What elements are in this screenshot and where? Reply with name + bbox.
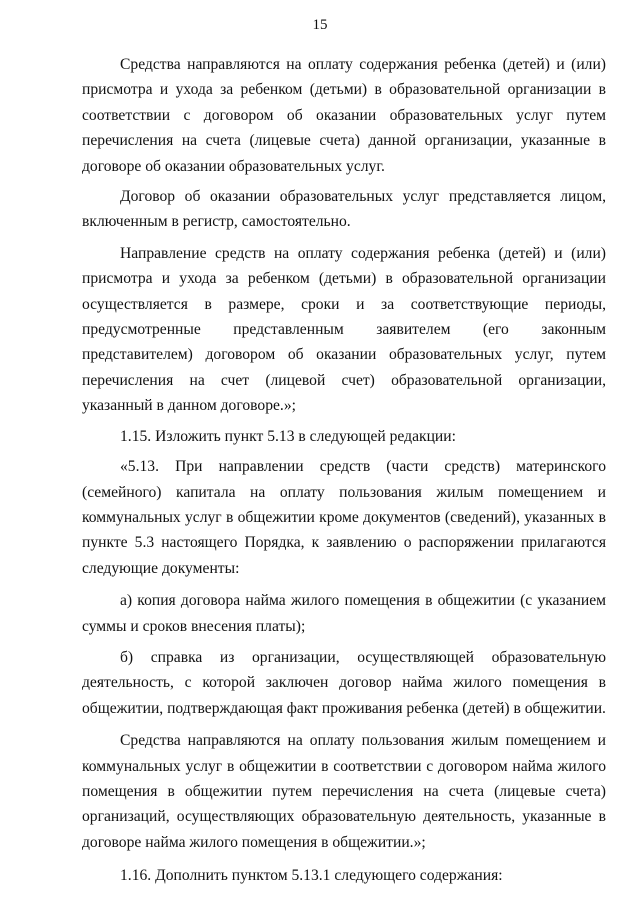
- paragraph-subitem-b: б) справка из организации, осуществляющей образовательную деятельность, с которой заключен договор найма жилого помещения в общежитии, подтверждающая факт проживания ребенка (детей) в общежитии.: [82, 648, 606, 717]
- paragraph-item-5-13: «5.13. При направлении средств (части средств) материнского (семейного) капитала на оплату пользования жилым помещением и коммунальных услуг в общежитии кроме документов (сведений), указанных в пункте 5.3 настоящего Порядка, к заявлению о распоряжении прилагаются следующие документы:: [82, 458, 606, 577]
- page-number: 15: [312, 17, 328, 33]
- paragraph-subitem-a: а) копия договора найма жилого помещения в общежитии (с указанием суммы и сроков внесения платы);: [82, 592, 606, 635]
- paragraph-funds-education-services: Средства направляются на оплату содержания ребенка (детей) и (или) присмотра и ухода за ребенком (детьми) в образовательной организации в соответствии с договором об оказании образовательных услуг путем перечисления на счета (лицевые счета) данной организации, указанные в договоре об оказании образовательных услуг.: [82, 56, 606, 175]
- paragraph-funds-direction: Направление средств на оплату содержания ребенка (детей) и (или) присмотра и ухода за ребенком (детьми) в образовательной организации осуществляется в размере, сроки и за соответствующие периоды, предусмотренные представленным заявителем (его законным представителем) договором об оказании образовательных услуг, путем перечисления на счет (лицевой счет) образовательной организации, указанный в данном договоре.»;: [82, 244, 606, 415]
- paragraph-item-1-15: 1.15. Изложить пункт 5.13 в следующей редакции:: [120, 427, 456, 445]
- paragraph-funds-dormitory: Средства направляются на оплату пользования жилым помещением и коммунальных услуг в общежитии в соответствии с договором найма жилого помещения в общежитии путем перечисления на счета (лицевые счета) организаций, осуществляющих образовательную деятельность, указанные в договоре найма жилого помещения в общежитии.»;: [82, 732, 606, 851]
- document-body: [82, 52, 606, 889]
- paragraph-item-1-16: 1.16. Дополнить пунктом 5.13.1 следующего содержания:: [120, 867, 503, 885]
- paragraph-contract-submission: Договор об оказании образовательных услуг представляется лицом, включенным в регистр, самостоятельно.: [82, 188, 606, 231]
